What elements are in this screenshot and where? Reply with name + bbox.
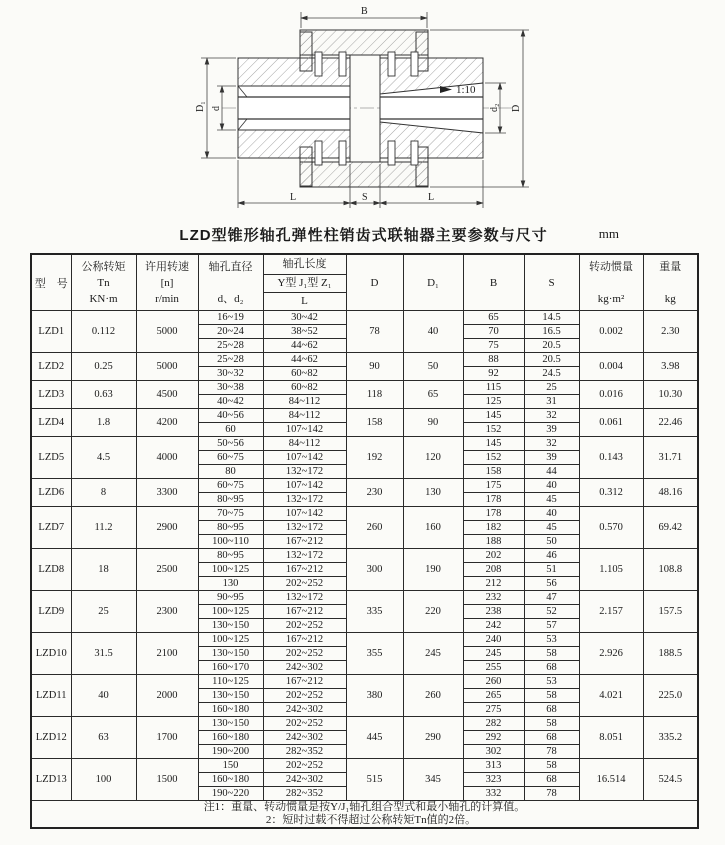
cell-torque: 25 [71,591,136,633]
cell-inertia: 1.105 [579,549,643,591]
cell-torque: 8 [71,479,136,507]
cell-bore-diameter: 100~125 [198,633,263,647]
cell-bore-length: 202~252 [263,619,346,633]
cell-B: 332 [463,787,524,801]
cell-S: 25 [524,381,579,395]
cell-B: 302 [463,745,524,759]
cell-S: 47 [524,591,579,605]
cell-S: 68 [524,773,579,787]
cell-bore-diameter: 160~180 [198,773,263,787]
cell-B: 182 [463,521,524,535]
cell-bore-length: 202~252 [263,689,346,703]
table-row [31,675,698,689]
header-model: 型 号 [31,254,71,311]
cell-S: 58 [524,759,579,773]
cell-bore-diameter: 80~95 [198,521,263,535]
header-B: B [463,254,524,311]
cell-weight: 31.71 [643,437,698,479]
cell-weight: 188.5 [643,633,698,675]
table-row [31,353,698,367]
cell-bore-diameter: 130~150 [198,689,263,703]
table-row [31,479,698,493]
cell-S: 44 [524,465,579,479]
cell-torque: 11.2 [71,507,136,549]
cell-bore-diameter: 40~56 [198,409,263,423]
cell-S: 78 [524,745,579,759]
cell-speed: 2100 [136,633,198,675]
cell-inertia: 0.004 [579,353,643,381]
cell-D1: 65 [403,381,463,409]
cell-bore-length: 107~142 [263,507,346,521]
cell-model: LZD1 [31,311,71,353]
cell-bore-length: 132~172 [263,549,346,563]
cell-bore-length: 132~172 [263,493,346,507]
cell-bore-length: 107~142 [263,479,346,493]
table-title-row [30,224,697,245]
dim-L-right-label: L [428,192,435,203]
cell-bore-diameter: 60~75 [198,479,263,493]
cell-S: 40 [524,507,579,521]
cell-speed: 2500 [136,549,198,591]
header-row [31,254,698,311]
cell-D: 300 [346,549,403,591]
table-row [31,759,698,773]
cell-S: 40 [524,479,579,493]
cell-model: LZD5 [31,437,71,479]
cell-bore-length: 132~172 [263,465,346,479]
cell-B: 145 [463,409,524,423]
cell-B: 152 [463,423,524,437]
cell-D1: 90 [403,409,463,437]
cell-D1: 160 [403,507,463,549]
cell-D1: 260 [403,675,463,717]
cell-bore-diameter: 90~95 [198,591,263,605]
cell-D1: 120 [403,437,463,479]
cell-torque: 63 [71,717,136,759]
cell-bore-length: 242~302 [263,703,346,717]
cell-bore-diameter: 70~75 [198,507,263,521]
cell-torque: 40 [71,675,136,717]
cell-bore-length: 202~252 [263,577,346,591]
table-body [31,311,698,801]
table-row [31,381,698,395]
cell-weight: 3.98 [643,353,698,381]
cell-S: 78 [524,787,579,801]
cell-bore-length: 242~302 [263,661,346,675]
cell-bore-diameter: 130~150 [198,619,263,633]
cell-torque: 18 [71,549,136,591]
cell-inertia: 8.051 [579,717,643,759]
cell-B: 260 [463,675,524,689]
cell-bore-length: 282~352 [263,787,346,801]
cell-D: 78 [346,311,403,353]
cell-S: 45 [524,521,579,535]
header-weight: 重量 kg [643,254,698,311]
cell-bore-diameter: 100~125 [198,563,263,577]
cell-model: LZD10 [31,633,71,675]
cell-bore-diameter: 110~125 [198,675,263,689]
cell-bore-length: 44~62 [263,353,346,367]
cell-B: 188 [463,535,524,549]
cell-bore-length: 202~252 [263,759,346,773]
cell-S: 39 [524,423,579,437]
header-D: D [346,254,403,311]
cell-bore-diameter: 25~28 [198,353,263,367]
header-bore-diameter: 轴孔直径 d、d₂ [198,254,263,311]
cell-bore-diameter: 16~19 [198,311,263,325]
cell-speed: 1700 [136,717,198,759]
cell-model: LZD4 [31,409,71,437]
cell-B: 70 [463,325,524,339]
dim-d2-label: d₂ [489,103,500,112]
cell-S: 58 [524,689,579,703]
cell-D: 158 [346,409,403,437]
cell-S: 31 [524,395,579,409]
cell-S: 39 [524,451,579,465]
cell-B: 175 [463,479,524,493]
cell-model: LZD7 [31,507,71,549]
cell-bore-length: 202~252 [263,717,346,731]
cell-B: 145 [463,437,524,451]
cell-inertia: 0.016 [579,381,643,409]
cell-S: 68 [524,661,579,675]
header-inertia: 转动惯量 kg·m² [579,254,643,311]
cell-weight: 10.30 [643,381,698,409]
unit-label: mm [598,226,619,241]
cell-inertia: 0.002 [579,311,643,353]
cell-bore-length: 167~212 [263,605,346,619]
cell-bore-diameter: 40~42 [198,395,263,409]
cell-S: 53 [524,675,579,689]
cell-inertia: 2.926 [579,633,643,675]
cell-B: 275 [463,703,524,717]
cell-model: LZD2 [31,353,71,381]
table-row [31,311,698,325]
cell-weight: 2.30 [643,311,698,353]
cell-B: 292 [463,731,524,745]
cell-bore-length: 242~302 [263,773,346,787]
cell-S: 24.5 [524,367,579,381]
cell-B: 115 [463,381,524,395]
cell-D1: 245 [403,633,463,675]
cell-speed: 4200 [136,409,198,437]
cell-bore-length: 282~352 [263,745,346,759]
note-2: 2：短时过载不得超过公称转矩Tn值的2倍。 [265,814,477,826]
cell-bore-diameter: 80~95 [198,493,263,507]
dim-S-label: S [362,192,368,203]
cell-bore-length: 167~212 [263,675,346,689]
cell-bore-length: 167~212 [263,563,346,577]
cell-B: 242 [463,619,524,633]
cell-inertia: 16.514 [579,759,643,801]
cell-speed: 2900 [136,507,198,549]
cell-bore-length: 107~142 [263,423,346,437]
header-bore-length: 轴孔长度 Y型 J₁型 Z₁ L [263,254,346,311]
cell-S: 20.5 [524,339,579,353]
cell-speed: 2000 [136,675,198,717]
taper-label: 1:10 [456,84,476,96]
cell-bore-diameter: 130~150 [198,647,263,661]
cell-S: 32 [524,409,579,423]
cell-bore-diameter: 60 [198,423,263,437]
cell-model: LZD8 [31,549,71,591]
cell-S: 32 [524,437,579,451]
cell-bore-diameter: 20~24 [198,325,263,339]
cell-D: 90 [346,353,403,381]
notes-row [31,801,698,829]
cell-speed: 3300 [136,479,198,507]
left-hub [238,58,350,158]
cell-B: 313 [463,759,524,773]
right-hub [380,58,483,158]
cell-bore-diameter: 190~200 [198,745,263,759]
cell-weight: 157.5 [643,591,698,633]
cell-speed: 4000 [136,437,198,479]
cell-D1: 40 [403,311,463,353]
cell-bore-length: 44~62 [263,339,346,353]
cell-weight: 108.8 [643,549,698,591]
table-notes [31,801,698,829]
cell-bore-diameter: 60~75 [198,451,263,465]
cell-bore-diameter: 160~180 [198,703,263,717]
cell-B: 65 [463,311,524,325]
table-row [31,549,698,563]
cell-bore-length: 242~302 [263,731,346,745]
cell-bore-length: 84~112 [263,437,346,451]
cell-bore-diameter: 30~38 [198,381,263,395]
header-D1: D₁ [403,254,463,311]
table-row [31,717,698,731]
cell-B: 158 [463,465,524,479]
cell-bore-length: 84~112 [263,395,346,409]
cell-inertia: 0.570 [579,507,643,549]
cell-torque: 100 [71,759,136,801]
dim-D1-label: D₁ [195,101,206,112]
cell-bore-length: 60~82 [263,381,346,395]
cell-S: 68 [524,703,579,717]
cell-D1: 50 [403,353,463,381]
cell-inertia: 0.312 [579,479,643,507]
cell-S: 16.5 [524,325,579,339]
cell-speed: 1500 [136,759,198,801]
cell-model: LZD9 [31,591,71,633]
cell-D: 335 [346,591,403,633]
cell-B: 323 [463,773,524,787]
cell-S: 46 [524,549,579,563]
cell-D: 118 [346,381,403,409]
cell-D: 192 [346,437,403,479]
note-1: 注1：重量、转动惯量是按Y/J₁轴孔组合型式和最小轴孔的计算值。 [203,801,526,813]
cell-B: 178 [463,493,524,507]
cell-weight: 225.0 [643,675,698,717]
cell-B: 212 [463,577,524,591]
cell-D: 230 [346,479,403,507]
cell-bore-diameter: 80 [198,465,263,479]
cell-torque: 31.5 [71,633,136,675]
cell-B: 152 [463,451,524,465]
cell-B: 178 [463,507,524,521]
table-row [31,409,698,423]
cell-S: 14.5 [524,311,579,325]
notes-cell [31,801,698,829]
cell-S: 58 [524,717,579,731]
cell-S: 45 [524,493,579,507]
cell-D1: 190 [403,549,463,591]
cell-weight: 524.5 [643,759,698,801]
cell-B: 202 [463,549,524,563]
cell-B: 75 [463,339,524,353]
dim-d-label: d [211,106,222,111]
cell-B: 265 [463,689,524,703]
cell-D1: 220 [403,591,463,633]
cell-bore-length: 30~42 [263,311,346,325]
cell-S: 20.5 [524,353,579,367]
cell-bore-diameter: 150 [198,759,263,773]
cell-torque: 0.112 [71,311,136,353]
cell-B: 255 [463,661,524,675]
cell-model: LZD6 [31,479,71,507]
cell-bore-diameter: 130~150 [198,717,263,731]
table-row [31,437,698,451]
cell-S: 52 [524,605,579,619]
cell-inertia: 0.143 [579,437,643,479]
cell-bore-diameter: 130 [198,577,263,591]
cell-bore-length: 107~142 [263,451,346,465]
cell-bore-diameter: 100~125 [198,605,263,619]
cell-D: 380 [346,675,403,717]
cell-S: 50 [524,535,579,549]
cell-model: LZD12 [31,717,71,759]
header-speed: 许用转速 [n] r/min [136,254,198,311]
cell-B: 232 [463,591,524,605]
cell-bore-diameter: 160~170 [198,661,263,675]
cell-S: 58 [524,647,579,661]
cell-S: 56 [524,577,579,591]
cell-bore-diameter: 80~95 [198,549,263,563]
cell-D: 515 [346,759,403,801]
cell-D: 445 [346,717,403,759]
cell-D: 355 [346,633,403,675]
cell-bore-length: 132~172 [263,521,346,535]
table-row [31,507,698,521]
cell-D: 260 [346,507,403,549]
header-S: S [524,254,579,311]
cell-bore-diameter: 190~220 [198,787,263,801]
cell-B: 238 [463,605,524,619]
cell-inertia: 4.021 [579,675,643,717]
dim-D-label: D [511,104,522,112]
cell-model: LZD3 [31,381,71,409]
cell-bore-diameter: 160~180 [198,731,263,745]
cell-S: 51 [524,563,579,577]
cell-model: LZD13 [31,759,71,801]
cell-bore-diameter: 50~56 [198,437,263,451]
header-torque: 公称转矩 Tn KN·m [71,254,136,311]
cell-weight: 22.46 [643,409,698,437]
cell-B: 245 [463,647,524,661]
cell-weight: 69.42 [643,507,698,549]
coupling-section-drawing [0,0,725,218]
cell-D1: 345 [403,759,463,801]
dim-L-left-label: L [290,192,297,203]
cell-inertia: 2.157 [579,591,643,633]
cell-torque: 1.8 [71,409,136,437]
cell-bore-diameter: 30~32 [198,367,263,381]
cell-bore-length: 132~172 [263,591,346,605]
cell-bore-diameter: 25~28 [198,339,263,353]
cell-bore-length: 84~112 [263,409,346,423]
cell-D1: 290 [403,717,463,759]
parameters-table [30,253,699,829]
cell-S: 53 [524,633,579,647]
cell-speed: 4500 [136,381,198,409]
cell-speed: 2300 [136,591,198,633]
cell-torque: 0.63 [71,381,136,409]
cell-bore-length: 38~52 [263,325,346,339]
cell-S: 57 [524,619,579,633]
cell-B: 125 [463,395,524,409]
cell-bore-diameter: 100~110 [198,535,263,549]
table-row [31,591,698,605]
cell-B: 88 [463,353,524,367]
dim-B-label: B [361,6,368,17]
cell-inertia: 0.061 [579,409,643,437]
cell-torque: 0.25 [71,353,136,381]
cell-B: 92 [463,367,524,381]
cell-speed: 5000 [136,353,198,381]
cell-B: 208 [463,563,524,577]
cell-bore-length: 202~252 [263,647,346,661]
cell-torque: 4.5 [71,437,136,479]
cell-B: 240 [463,633,524,647]
cell-bore-length: 60~82 [263,367,346,381]
cell-bore-length: 167~212 [263,633,346,647]
cell-D1: 130 [403,479,463,507]
cell-model: LZD11 [31,675,71,717]
cell-speed: 5000 [136,311,198,353]
cell-weight: 48.16 [643,479,698,507]
cell-bore-length: 167~212 [263,535,346,549]
cell-B: 282 [463,717,524,731]
cell-weight: 335.2 [643,717,698,759]
cell-S: 68 [524,731,579,745]
table-row [31,633,698,647]
table-title: LZD型锥形轴孔弹性柱销齿式联轴器主要参数与尺寸 [179,227,548,244]
